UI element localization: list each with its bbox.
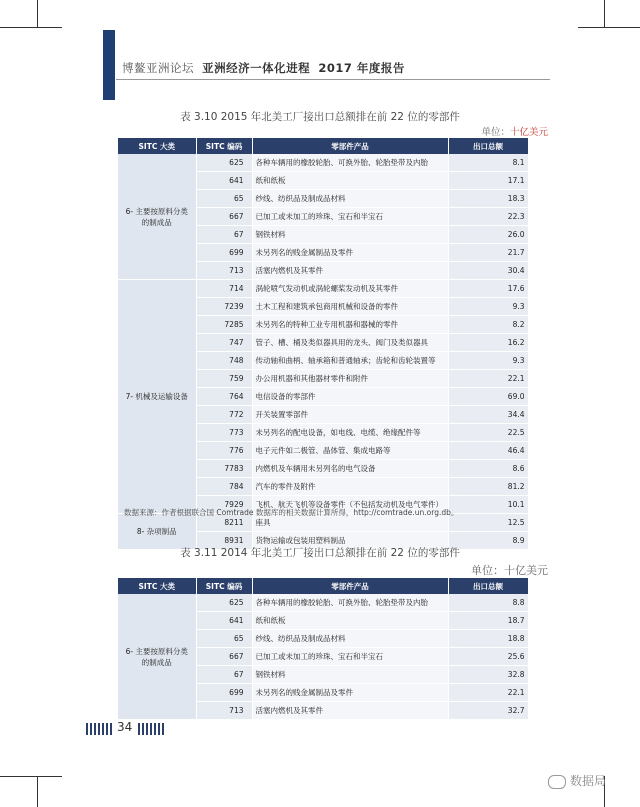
product-name: 已加工或未加工的珍珠、宝石和半宝石 [252,648,448,666]
export-value: 17.6 [448,280,528,298]
sitc-category: 7- 机械及运输设备 [118,280,196,514]
sitc-category: 6- 主要按原料分类的制成品 [118,154,196,280]
sitc-code: 776 [196,442,252,460]
product-name: 涡轮喷气发动机或涡轮螺桨发动机及其零件 [252,280,448,298]
product-name: 汽车的零件及附件 [252,478,448,496]
table1-caption: 表 3.10 2015 年北美工厂接出口总额排在前 22 位的零部件 [180,111,460,123]
table-row [118,154,528,172]
sitc-code: 773 [196,424,252,442]
export-value: 12.5 [448,514,528,532]
product-name: 传动轴和曲柄、轴承箱和普通轴承；齿轮和齿轮装置等 [252,352,448,370]
column-header: 零部件产品 [252,578,448,594]
sitc-code: 7285 [196,316,252,334]
sitc-code: 713 [196,702,252,720]
product-name: 钢铁材料 [252,666,448,684]
export-value: 8.1 [448,154,528,172]
export-value: 9.3 [448,298,528,316]
product-name: 各种车辆用的橡胶轮胎、可换外胎、轮胎垫带及内胎 [252,594,448,612]
sitc-code: 713 [196,262,252,280]
product-name: 办公用机器和其他器材零件和附件 [252,370,448,388]
sitc-code: 759 [196,370,252,388]
product-name: 纸和纸板 [252,172,448,190]
product-name: 纸和纸板 [252,612,448,630]
product-name: 电子元件如二极管、晶体管、集成电路等 [252,442,448,460]
brand-watermark: 数据局 [548,772,606,789]
sitc-code: 764 [196,388,252,406]
product-name: 管子、槽、桶及类似器具用的龙头、阀门及类似器具 [252,334,448,352]
sitc-code: 8931 [196,532,252,550]
sitc-code: 699 [196,244,252,262]
export-value: 32.8 [448,666,528,684]
export-value: 18.7 [448,612,528,630]
export-value: 32.7 [448,702,528,720]
export-value: 17.1 [448,172,528,190]
product-name: 各种车辆用的橡胶轮胎、可换外胎、轮胎垫带及内胎 [252,154,448,172]
column-header: 出口总额 [448,138,528,154]
export-value: 16.2 [448,334,528,352]
sitc-code: 7783 [196,460,252,478]
export-value: 81.2 [448,478,528,496]
product-name: 飞机、航天飞机等设备零件（不包括发动机及电气零件） [252,496,448,514]
report-year: 2017 年度报告 [318,61,405,75]
product-name: 纱线、纺织品及制成品材料 [252,630,448,648]
product-name: 未另列名的配电设备，如电线、电缆、绝缘配件等 [252,424,448,442]
product-name: 未另列名的特种工业专用机器和器械的零件 [252,316,448,334]
product-name: 活塞内燃机及其零件 [252,702,448,720]
sitc-code: 625 [196,594,252,612]
column-header: SITC 编码 [196,578,252,594]
export-value: 8.9 [448,532,528,550]
export-value: 69.0 [448,388,528,406]
sitc-category: 6- 主要按原料分类的制成品 [118,594,196,720]
sitc-code: 65 [196,190,252,208]
sitc-code: 7929 [196,496,252,514]
table2-unit: 单位：十亿美元 [471,564,548,577]
footer-bars-right [138,723,164,735]
table2-caption: 表 3.11 2014 年北美工厂接出口总额排在前 22 位的零部件 [180,547,460,559]
table2 [118,578,529,720]
product-name: 开关装置零部件 [252,406,448,424]
export-value: 8.8 [448,594,528,612]
export-value: 18.3 [448,190,528,208]
export-value: 26.0 [448,226,528,244]
wechat-icon [548,775,566,789]
running-header [122,60,405,76]
header-accent-bar [103,30,115,100]
export-value: 22.5 [448,424,528,442]
product-name: 已加工或未加工的珍珠、宝石和半宝石 [252,208,448,226]
data-source-note: 数据来源：作者根据联合国 Comtrade 数据库的相关数据计算所得，http://comtrade.un.org.db。 [124,508,459,517]
product-name: 货物运输或包装用塑料制品 [252,532,448,550]
product-name: 未另列名的贱金属制品及零件 [252,244,448,262]
sitc-code: 667 [196,648,252,666]
crop-mark [37,776,38,807]
table1-unit: 单位：十亿美元 [481,127,548,138]
product-name: 内燃机及车辆用未另列名的电气设备 [252,460,448,478]
sitc-code: 67 [196,226,252,244]
sitc-code: 772 [196,406,252,424]
table-row [118,280,528,298]
product-name: 钢铁材料 [252,226,448,244]
sitc-code: 641 [196,172,252,190]
crop-mark [0,27,62,28]
export-value: 22.1 [448,370,528,388]
column-header: 零部件产品 [252,138,448,154]
export-value: 22.3 [448,208,528,226]
product-name: 土木工程和建筑承包商用机械和设备的零件 [252,298,448,316]
sitc-code: 714 [196,280,252,298]
sitc-code: 784 [196,478,252,496]
product-name: 未另列名的贱金属制品及零件 [252,684,448,702]
book-title: 亚洲经济一体化进程 [202,61,311,75]
crop-mark [578,27,640,28]
export-value: 9.3 [448,352,528,370]
column-header: SITC 大类 [118,578,196,594]
footer-bars-left [86,723,112,735]
table1 [118,138,529,550]
crop-mark [37,0,38,27]
export-value: 46.4 [448,442,528,460]
crop-mark [604,0,605,27]
column-header: SITC 编码 [196,138,252,154]
export-value: 10.1 [448,496,528,514]
export-value: 34.4 [448,406,528,424]
sitc-code: 8211 [196,514,252,532]
series-name: 博鳌亚洲论坛 [122,61,194,75]
export-value: 21.7 [448,244,528,262]
sitc-code: 65 [196,630,252,648]
product-name: 座具 [252,514,448,532]
crop-mark [0,776,62,777]
export-value: 8.6 [448,460,528,478]
sitc-code: 67 [196,666,252,684]
table-row [118,594,528,612]
sitc-code: 699 [196,684,252,702]
product-name: 电信设备的零部件 [252,388,448,406]
sitc-code: 7239 [196,298,252,316]
page-number: 34 [117,720,133,734]
sitc-code: 667 [196,208,252,226]
product-name: 纱线、纺织品及制成品材料 [252,190,448,208]
sitc-code: 641 [196,612,252,630]
header-rule [116,79,550,80]
export-value: 25.6 [448,648,528,666]
export-value: 22.1 [448,684,528,702]
export-value: 30.4 [448,262,528,280]
sitc-code: 748 [196,352,252,370]
export-value: 18.8 [448,630,528,648]
column-header: SITC 大类 [118,138,196,154]
column-header: 出口总额 [448,578,528,594]
sitc-code: 747 [196,334,252,352]
export-value: 8.2 [448,316,528,334]
sitc-category: 8- 杂项制品 [118,514,196,550]
product-name: 活塞内燃机及其零件 [252,262,448,280]
sitc-code: 625 [196,154,252,172]
